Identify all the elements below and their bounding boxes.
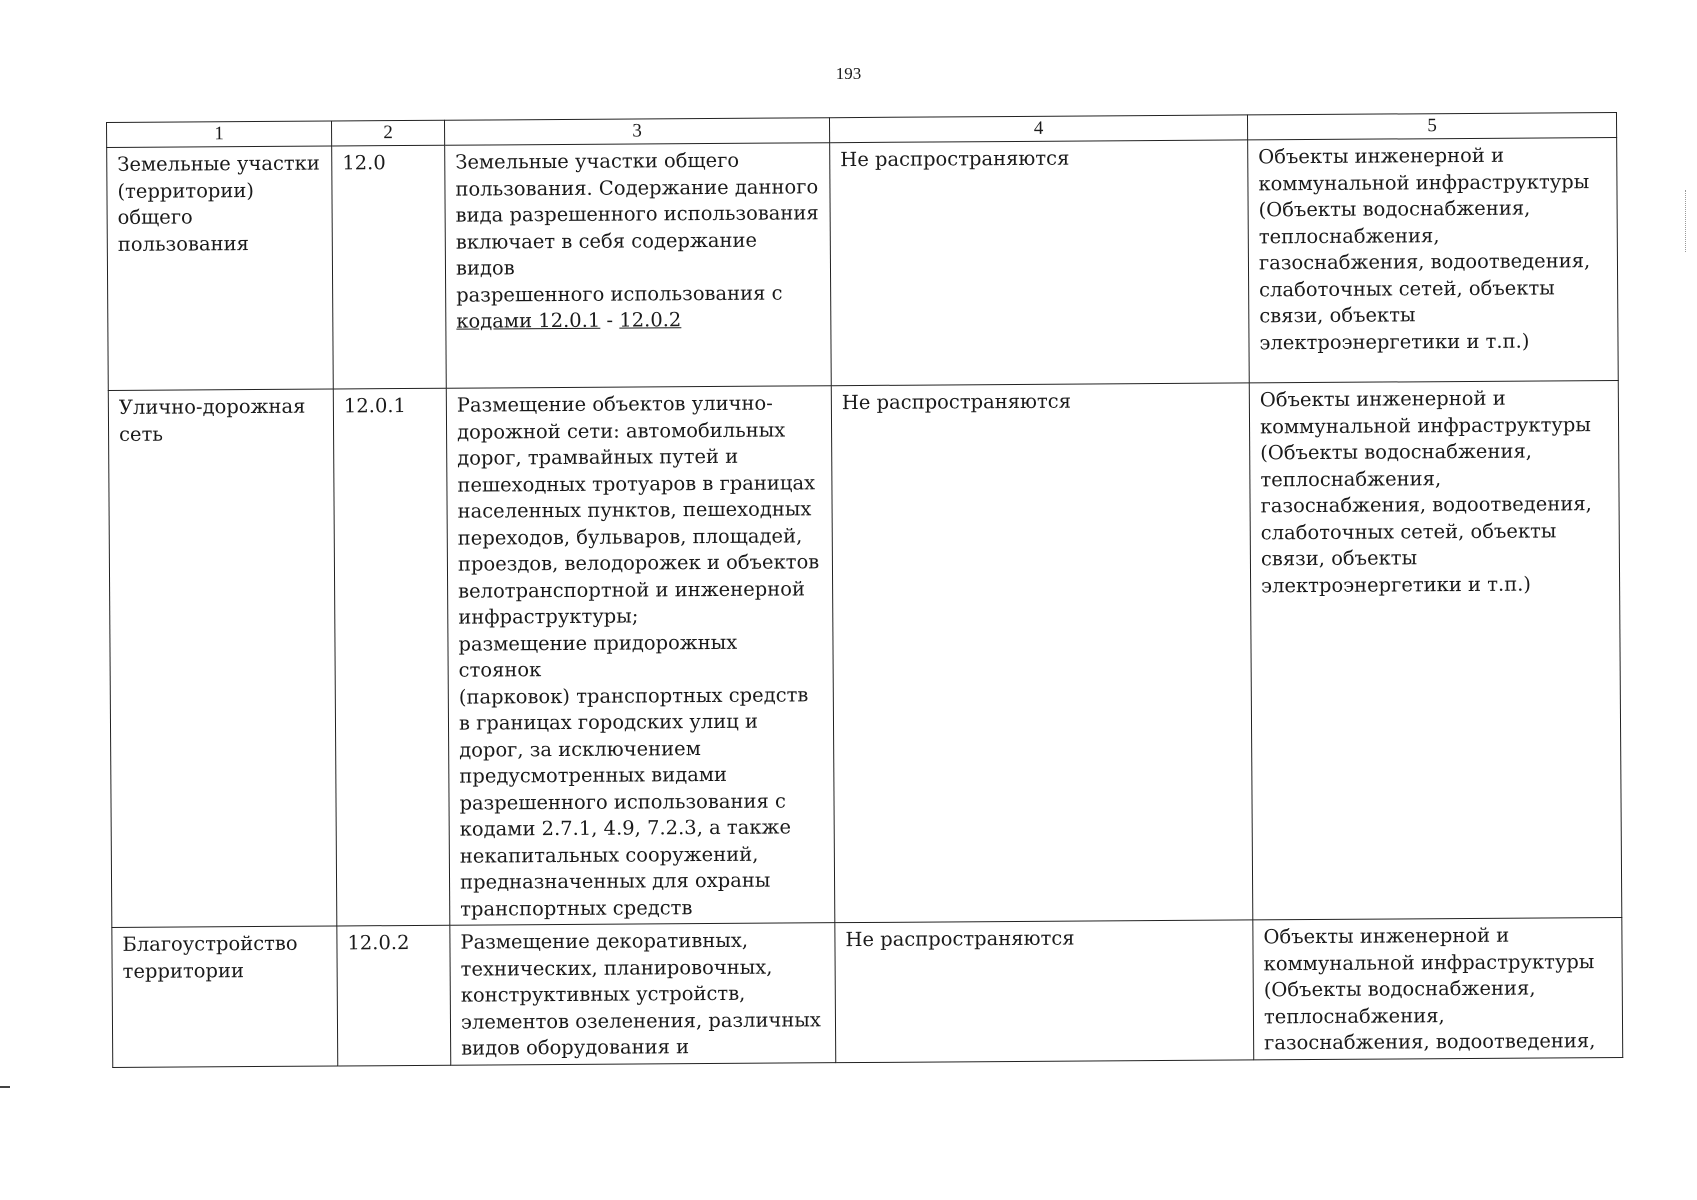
use-type-description: Размещение декоративных, технических, планировочных, конструктивных устройств, элементов озеленения, различных видов оборудования и bbox=[450, 923, 836, 1065]
permitted-objects-cell: Объекты инженерной и коммунальной инфраструктуры (Объекты водоснабжения, теплоснабжения, газоснабжения, водоотведения, слаботочных сетей, объекты связи, объекты электроэнергетики и т.п.) bbox=[1249, 380, 1622, 919]
description-text: Земельные участки общего пользования. Содержание данного вида разрешенного использования включает в себя содержание видов разрешенного использования с bbox=[455, 148, 819, 307]
use-type-name: Земельные участки (территории) общего пользования bbox=[107, 146, 334, 390]
use-type-description: Размещение объектов улично- дорожной сети: автомобильных дорог, трамвайных путей и пешеходных тротуаров в границах населенных пунктов, пешеходных переходов, бульваров, площадей, проездов, велодорожек и объектов велотранспортной и инженерной инфраструктуры; размещение придорожных стоянок (парковок) транспортных средств в границах городских улиц и дорог, за исключением предусмотренных видами разрешенного использования с кодами 2.7.1, 4.9, 7.2.3, а также некапитальных сооружений, предназначенных для охраны транспортных средств bbox=[446, 386, 835, 926]
permitted-objects-cell: Объекты инженерной и коммунальной инфраструктуры (Объекты водоснабжения, теплоснабжения, газоснабжения, водоотведения, bbox=[1253, 917, 1623, 1059]
table-row bbox=[112, 917, 1623, 1067]
table-row bbox=[107, 137, 1619, 390]
use-type-code: 12.0.1 bbox=[333, 388, 450, 926]
header-cell-1: 1 bbox=[107, 121, 332, 147]
code-reference-link[interactable]: 12.0.2 bbox=[619, 308, 682, 332]
header-cell-5: 5 bbox=[1247, 112, 1616, 139]
use-type-description bbox=[445, 143, 832, 389]
margin-tick-mark bbox=[0, 1086, 10, 1088]
restrictions-cell: Не распространяются bbox=[835, 920, 1254, 1062]
table-container bbox=[106, 112, 1622, 1067]
header-cell-2: 2 bbox=[331, 120, 444, 146]
use-type-code: 12.0.2 bbox=[337, 925, 451, 1065]
use-type-code: 12.0 bbox=[332, 145, 447, 389]
code-reference-link[interactable]: кодами 12.0.1 bbox=[456, 308, 601, 333]
restrictions-cell: Не распространяются bbox=[831, 383, 1253, 923]
use-type-name: Благоустройство территории bbox=[112, 926, 338, 1067]
margin-scan-marks bbox=[1685, 190, 1689, 252]
header-cell-3: 3 bbox=[444, 118, 829, 146]
restrictions-cell: Не распространяются bbox=[830, 140, 1250, 386]
page-number: 193 bbox=[835, 64, 862, 83]
header-cell-4: 4 bbox=[829, 115, 1247, 143]
land-use-table bbox=[106, 112, 1623, 1068]
description-separator: - bbox=[600, 308, 620, 332]
use-type-name: Улично-дорожная сеть bbox=[108, 389, 337, 927]
table-row bbox=[108, 380, 1622, 927]
permitted-objects-cell: Объекты инженерной и коммунальной инфраструктуры (Объекты водоснабжения, теплоснабжения, газоснабжения, водоотведения, слаботочных сетей, объекты связи, объекты электроэнергетики и т.п.) bbox=[1248, 137, 1619, 382]
